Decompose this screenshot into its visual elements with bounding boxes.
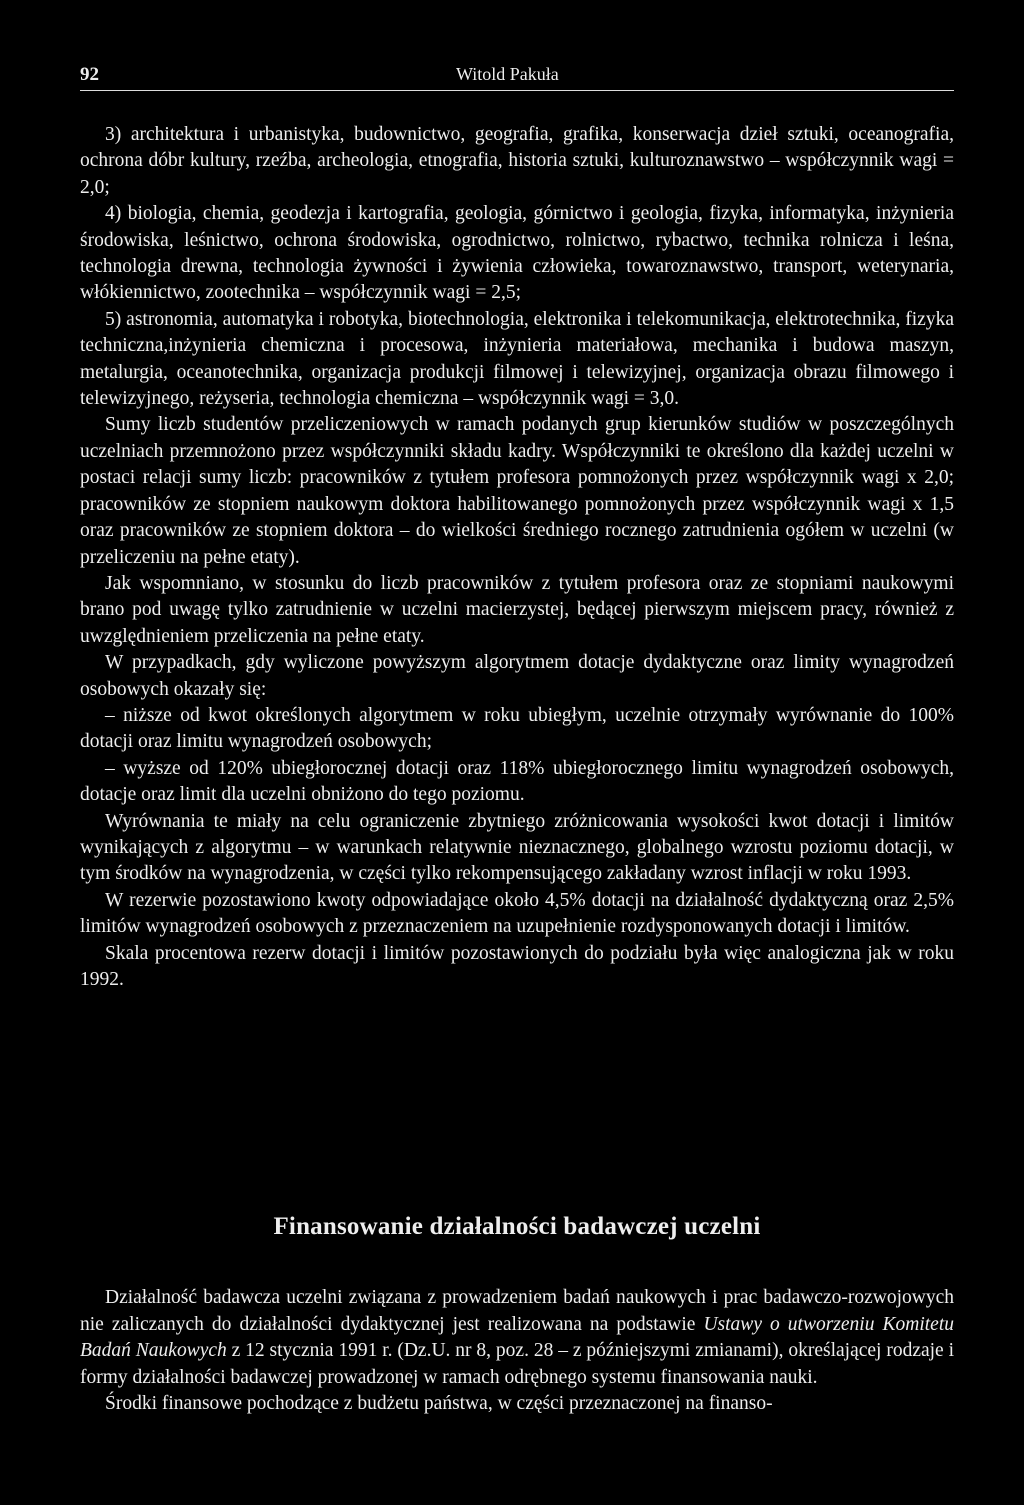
paragraph-equalizations: Wyrównania te miały na celu ograniczenie zbytniego zróżnicowania wysokości kwot dotacji i limitów wynikających z algorytmu – w warunkach relatywnie nieznacznego, globalnego wzrostu poziomu dotacji, w tym środków na wynagrodzenia, w części tylko rekompensującego zakładany wzrost inflacji w roku 1993. bbox=[80, 810, 954, 885]
list-item-lower: – niższe od kwot określonych algorytmem w roku ubiegłym, uczelnie otrzymały wyrównanie do 100% dotacji oraz limitu wynagrodzeń osobowych; bbox=[80, 704, 954, 753]
paragraph-cases: W przypadkach, gdy wyliczone powyższym algorytmem dotacje dydaktyczne oraz limity wynagrodzeń osobowych okazały się: bbox=[80, 652, 954, 700]
statute-title: Ustawy o utworzeniu Komitetu Badań Naukowych bbox=[80, 1313, 954, 1362]
page-number: 92 bbox=[80, 64, 99, 85]
section-paragraph-1-start: Działalność badawcza uczelni związana z prowadzeniem badań naukowych i prac badawczo-rozwojowych nie zaliczanych do działalności dydaktycznej jest realizowana na podstawie bbox=[80, 1287, 954, 1335]
page-header bbox=[80, 60, 954, 91]
section-heading: Finansowanie działalności badawczej uczelni bbox=[273, 1213, 761, 1240]
paragraph-reserve: W rezerwie pozostawiono kwoty odpowiadające około 4,5% dotacji na działalność dydaktyczną oraz 2,5% limitów wynagrodzeń osobowych z przeznaczeniem na uzupełnienie rozdysponowanych dotacji i limitów. bbox=[80, 889, 954, 938]
paragraph-sums: Sumy liczb studentów przeliczeniowych w ramach podanych grup kierunków studiów w poszczególnych uczelniach przemnożono przez współczynniki składu kadry. Współczynniki te określono dla każdej uczelni w postaci relacji sumy liczb: pracowników z tytułem profesora pomnożonych przez współczynnik wagi x 2,0; pracowników ze stopniem naukowym doktora habilitowanego pomnożonych przez współczynnik wagi x 1,5 oraz pracowników ze stopniem doktora – do wielkości średniego rocznego zatrudnienia ogółem w uczelni (w przeliczeniu na pełne etaty). bbox=[80, 414, 954, 568]
paragraph-group-3: 3) architektura i urbanistyka, budownictwo, geografia, grafika, konserwacja dzieł sztuki, oceanografia, ochrona dóbr kultury, rzeźba, archeologia, etnografia, historia sztuki, kulturoznawstwo – współczynnik wagi = 2,0; bbox=[80, 124, 954, 198]
body-text bbox=[80, 122, 954, 993]
section-paragraph-1-end: z 12 stycznia 1991 r. (Dz.U. nr 8, poz. 28 – z późniejszymi zmianami), określającej rodzaje i formy działalności badawczej prowadzonej w ramach odrębnego systemu finansowania nauki. bbox=[80, 1340, 954, 1388]
paragraph-scale: Skala procentowa rezerw dotacji i limitów pozostawionych do podziału była więc analogiczna jak w roku 1992. bbox=[80, 942, 954, 990]
paragraph-group-4: 4) biologia, chemia, geodezja i kartografia, geologia, górnictwo i geologia, fizyka, informatyka, inżynieria środowiska, leśnictwo, ochrona środowiska, ogrodnictwo, rolnictwo, rybactwo, technika rolnicza i leśna, technologia drewna, technologia żywności i żywienia człowieka, towaroznawstwo, transport, weterynaria, włókiennictwo, zootechnika – współczynnik wagi = 2,5; bbox=[80, 203, 954, 304]
section-body bbox=[80, 1285, 954, 1418]
running-head: Witold Pakuła bbox=[456, 64, 559, 84]
paragraph-group-5: 5) astronomia, automatyka i robotyka, biotechnologia, elektronika i telekomunikacja, elektrotechnika, fizyka techniczna,inżynieria chemiczna i procesowa, inżynieria materiałowa, mechanika i budowa maszyn, metalurgia, oceanotechnika, organizacja produkcji filmowej i telewizyjnej, organizacja obrazu filmowego i telewizyjnego, reżyseria, technologia chemiczna – współczynnik wagi = 3,0. bbox=[80, 308, 954, 410]
paragraph-as-mentioned: Jak wspomniano, w stosunku do liczb pracowników z tytułem profesora oraz ze stopniami naukowymi brano pod uwagę tylko zatrudnienie w uczelni macierzystej, będącej pierwszym miejscem pracy, również z uwzględnieniem przeliczenia na pełne etaty. bbox=[80, 572, 954, 647]
section-paragraph-1 bbox=[80, 1285, 954, 1391]
list-item-higher: – wyższe od 120% ubiegłorocznej dotacji oraz 118% ubiegłorocznego limitu wynagrodzeń osobowych, dotacje oraz limit dla uczelni obniżono do tego poziomu. bbox=[80, 757, 954, 806]
section-paragraph-2: Środki finansowe pochodzące z budżetu państwa, w części przeznaczonej na finanso- bbox=[105, 1393, 773, 1415]
